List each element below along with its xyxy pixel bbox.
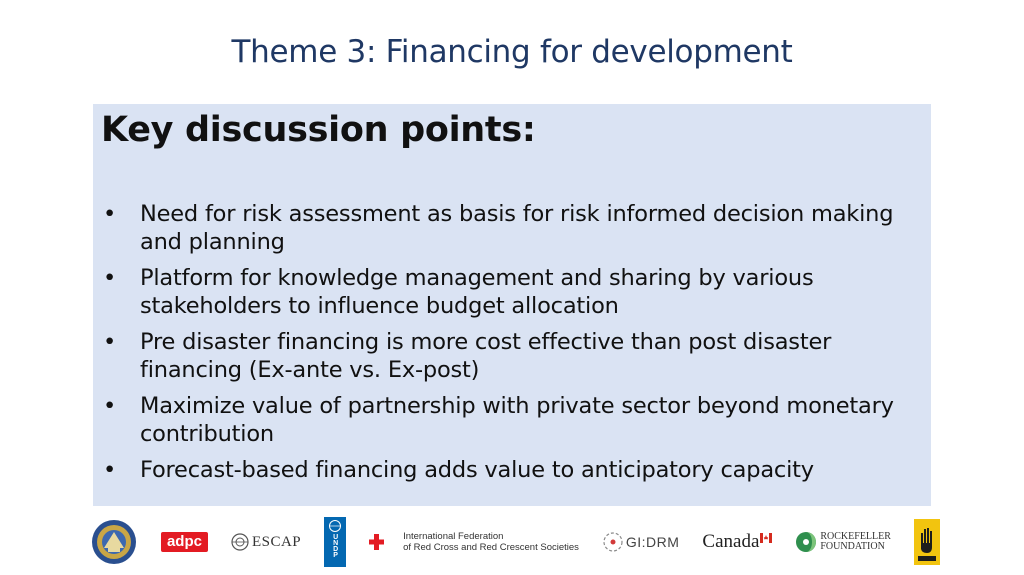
network-globe-icon (602, 531, 624, 553)
rockefeller-name-line-1: ROCKEFELLER (820, 531, 891, 542)
bullet-item (101, 328, 921, 384)
bullet-text: Platform for knowledge management and sharing by various stakeholders to influence budget allocation (140, 265, 814, 319)
bullet-item (101, 392, 921, 448)
undp-wordmark: UNDP (332, 534, 340, 558)
adpc-wordmark: adpc (166, 533, 202, 550)
hand-emblem-logo (914, 519, 940, 565)
seal-icon (90, 518, 138, 566)
bullet-item (101, 264, 921, 320)
discussion-points-box (93, 104, 931, 506)
box-heading: Key discussion points: (101, 110, 536, 150)
slide-title: Theme 3: Financing for development (231, 34, 793, 70)
ifrc-name-line-1: International Federation (403, 531, 504, 542)
bullet-text: Maximize value of partnership with private sector beyond monetary contribution (140, 393, 894, 447)
bullet-item (101, 456, 921, 484)
rockefeller-name-line-2: FOUNDATION (820, 541, 885, 552)
canada-flag-icon (760, 533, 772, 543)
un-emblem-icon (327, 519, 343, 533)
bullet-list (101, 200, 921, 492)
hand-emblem-icon (914, 519, 940, 565)
adpc-logo (161, 532, 208, 552)
bullet-text: Need for risk assessment as basis for risk informed decision making and planning (140, 201, 894, 255)
bullet-text: Forecast-based financing adds value to anticipatory capacity (140, 457, 814, 483)
government-seal-logo (90, 518, 138, 566)
bullet-dot: • (103, 393, 117, 419)
canada-wordmark: Canada (702, 531, 760, 552)
gidrm-logo (602, 531, 680, 553)
bullet-dot: • (103, 265, 117, 291)
rockefeller-foundation-logo (795, 531, 891, 553)
un-emblem-icon (231, 533, 249, 551)
gidrm-wordmark: GI:DRM (625, 534, 680, 550)
rockefeller-globe-icon (795, 531, 817, 553)
bullet-item (101, 200, 921, 256)
red-cross-crescent-icon (369, 533, 399, 551)
bullet-dot: • (103, 329, 117, 355)
escap-wordmark: ESCAP (251, 533, 302, 550)
undp-logo (324, 517, 346, 567)
bullet-dot: • (103, 201, 117, 227)
ifrc-logo (369, 531, 579, 553)
bullet-text: Pre disaster financing is more cost effective than post disaster financing (Ex-ante vs. Ex-post) (140, 329, 832, 383)
escap-logo (231, 533, 301, 551)
partner-logo-strip (90, 516, 940, 568)
bullet-dot: • (103, 457, 117, 483)
canada-logo (702, 531, 772, 553)
ifrc-name-line-2: of Red Cross and Red Crescent Societies (403, 542, 579, 553)
